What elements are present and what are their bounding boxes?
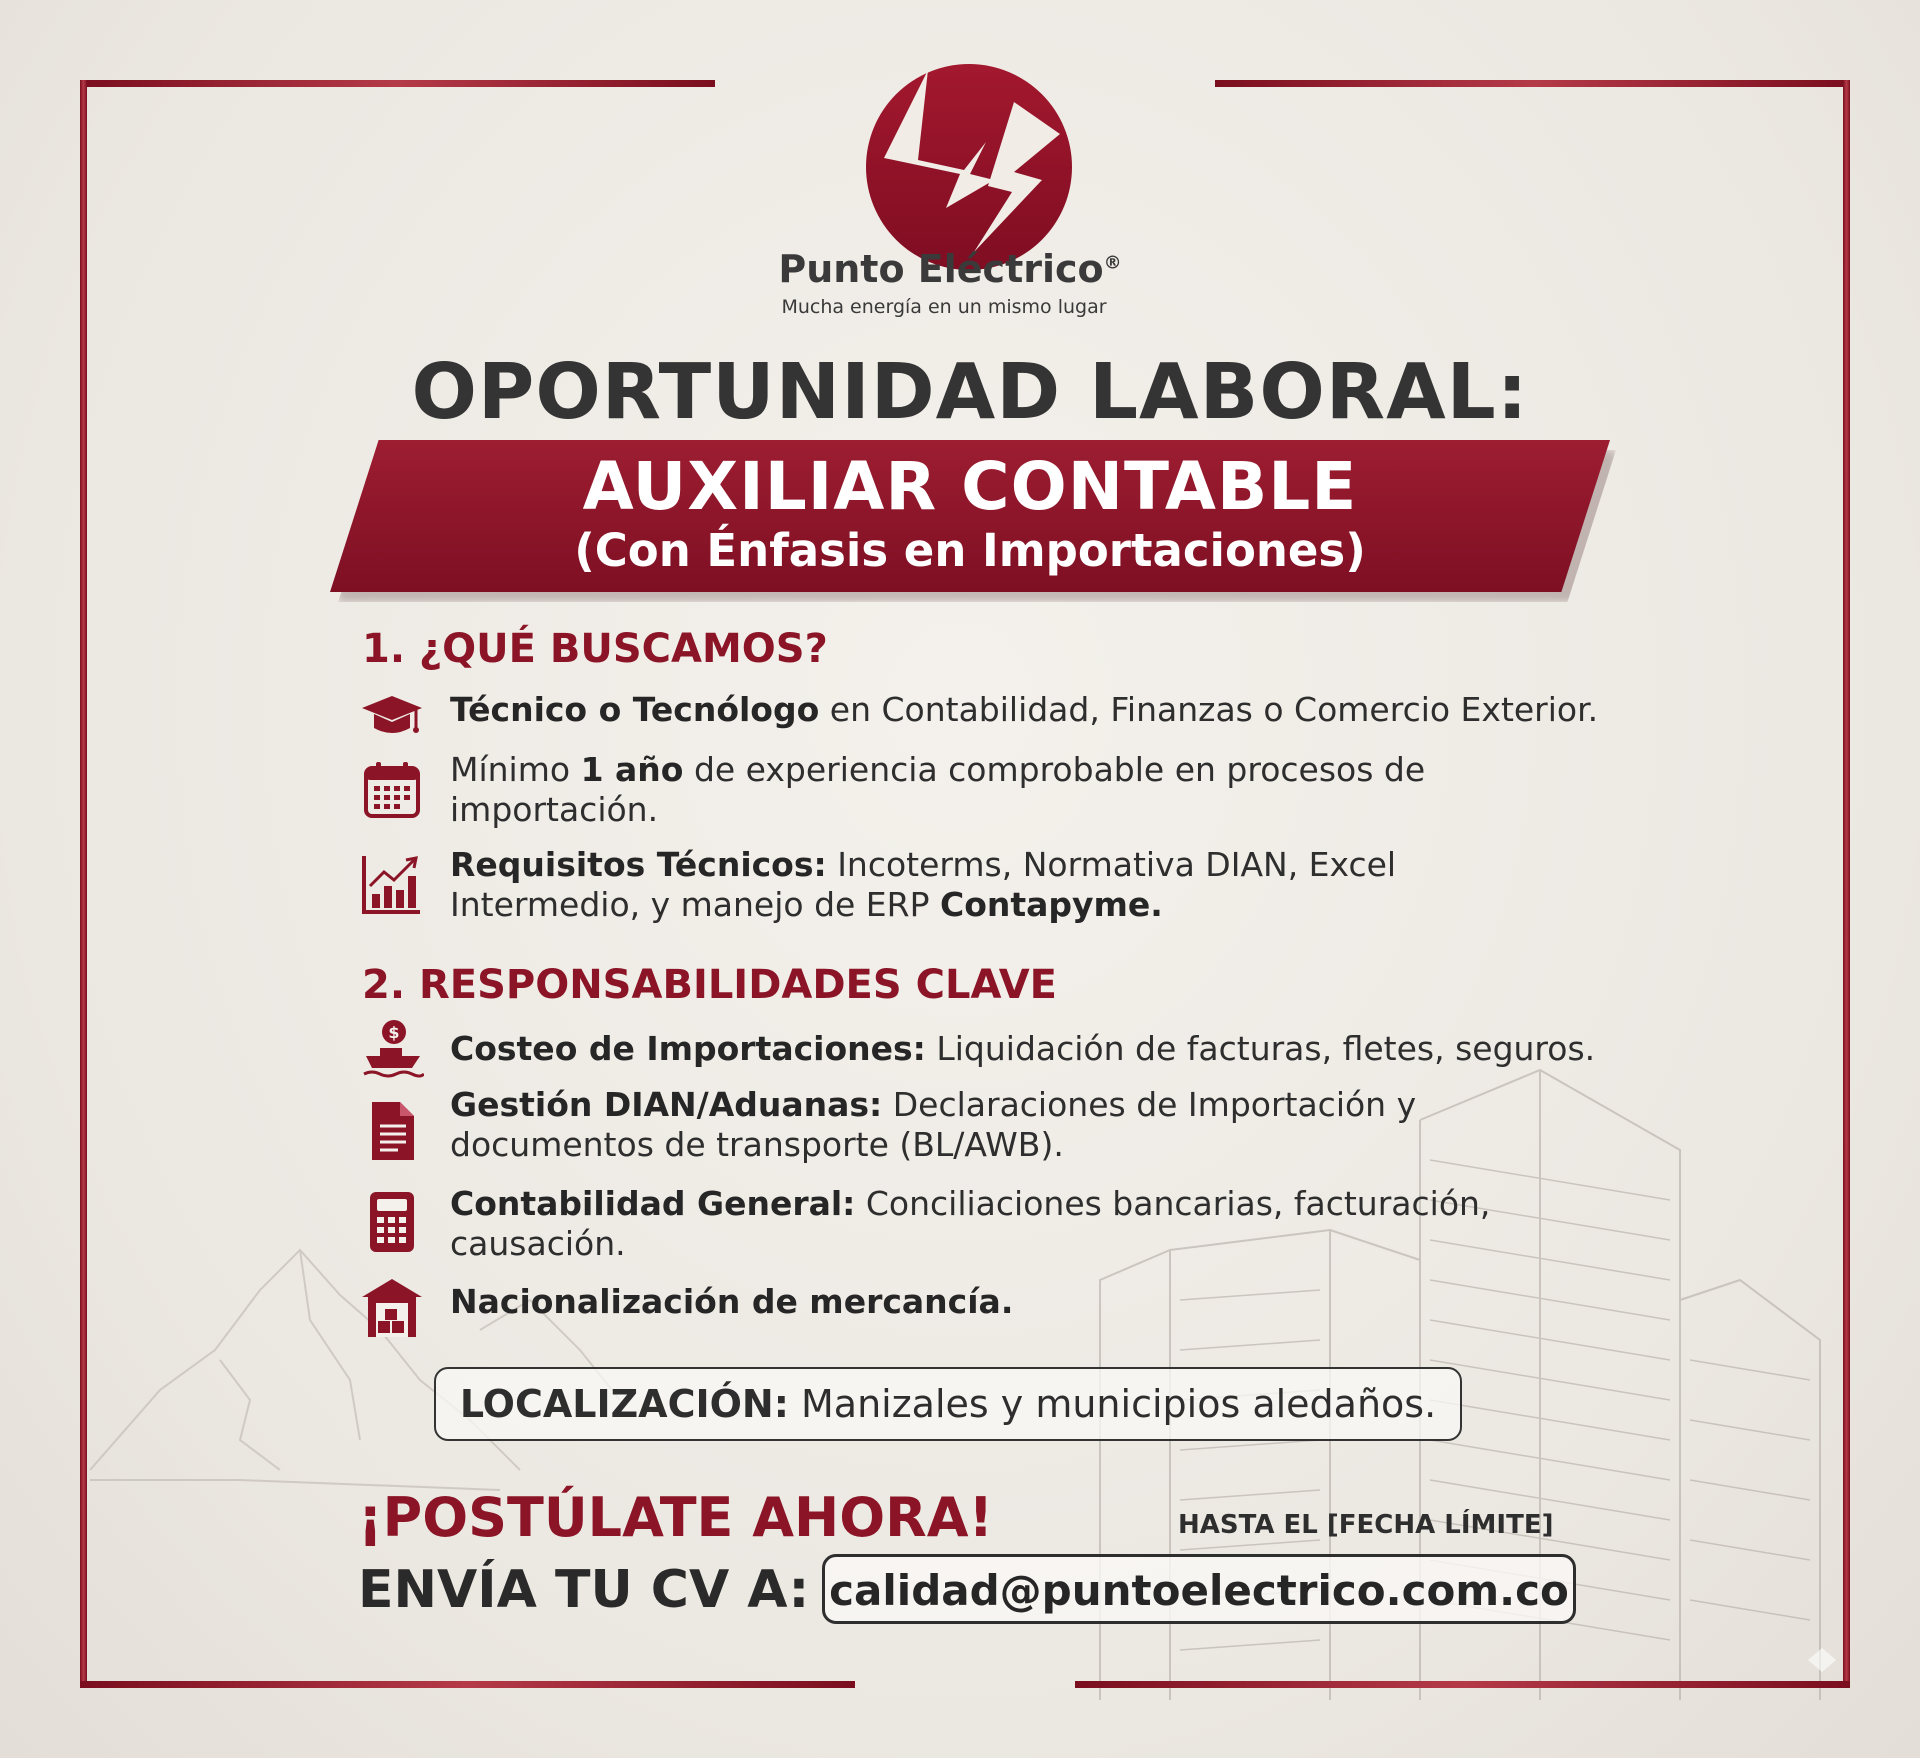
responsibility-item-4: Nacionalización de mercancía. [450, 1282, 1014, 1321]
responsibility-item-2: Gestión DIAN/Aduanas: Declaraciones de Importación y documentos de transporte (BL/AWB). [450, 1085, 1417, 1164]
location-text: LOCALIZACIÓN: Manizales y municipios aledaños. [459, 1382, 1437, 1426]
graduation-cap-icon [360, 684, 424, 748]
section-title-requirements: 1. ¿QUÉ BUSCAMOS? [362, 626, 828, 672]
responsibility-item-1: Costeo de Importaciones: Liquidación de facturas, fletes, seguros. [450, 1029, 1596, 1068]
job-subtitle: (Con Énfasis en Importaciones) [574, 524, 1366, 577]
brand-name: Punto Eléctrico® [778, 247, 1122, 291]
svg-text:$: $ [388, 1023, 400, 1042]
frame-left [80, 80, 87, 1688]
ship-cost-icon [360, 1018, 424, 1082]
calculator-icon [360, 1190, 424, 1254]
email-box[interactable] [822, 1554, 1576, 1624]
send-cv-label: ENVÍA TU CV A: [358, 1560, 810, 1620]
requirement-item-3: Requisitos Técnicos: Incoterms, Normativa DIAN, Excel Intermedio, y manejo de ERP Contapyme. [450, 845, 1397, 924]
responsibility-item-3: Contabilidad General: Conciliaciones bancarias, facturación, causación. [450, 1184, 1491, 1263]
calendar-icon [360, 758, 424, 822]
frame-right [1843, 80, 1850, 1688]
frame-bottom-left [80, 1681, 855, 1688]
page-title: OPORTUNIDAD LABORAL: [411, 348, 1529, 437]
job-title-banner [330, 440, 1610, 592]
frame-top-left [80, 80, 715, 87]
apply-now-title: ¡POSTÚLATE AHORA! [358, 1486, 994, 1549]
brand-logo-icon [864, 62, 1074, 272]
email-link[interactable]: calidad@puntoelectrico.com.co [829, 1566, 1569, 1615]
deadline-text: HASTA EL [FECHA LÍMITE] [1178, 1510, 1554, 1540]
requirement-item-2: Mínimo 1 año de experiencia comprobable en procesos de importación. [450, 750, 1426, 829]
brand-tagline: Mucha energía en un mismo lugar [781, 296, 1107, 318]
location-box [434, 1367, 1462, 1441]
warehouse-icon [360, 1275, 424, 1339]
frame-top-right [1215, 80, 1850, 87]
requirement-item-1: Técnico o Tecnólogo en Contabilidad, Finanzas o Comercio Exterior. [450, 690, 1599, 729]
job-title: AUXILIAR CONTABLE [582, 448, 1358, 525]
document-icon [360, 1098, 424, 1162]
frame-bottom-right [1075, 1681, 1850, 1688]
section-title-responsibilities: 2. RESPONSABILIDADES CLAVE [362, 962, 1057, 1008]
bar-chart-icon [360, 852, 424, 916]
